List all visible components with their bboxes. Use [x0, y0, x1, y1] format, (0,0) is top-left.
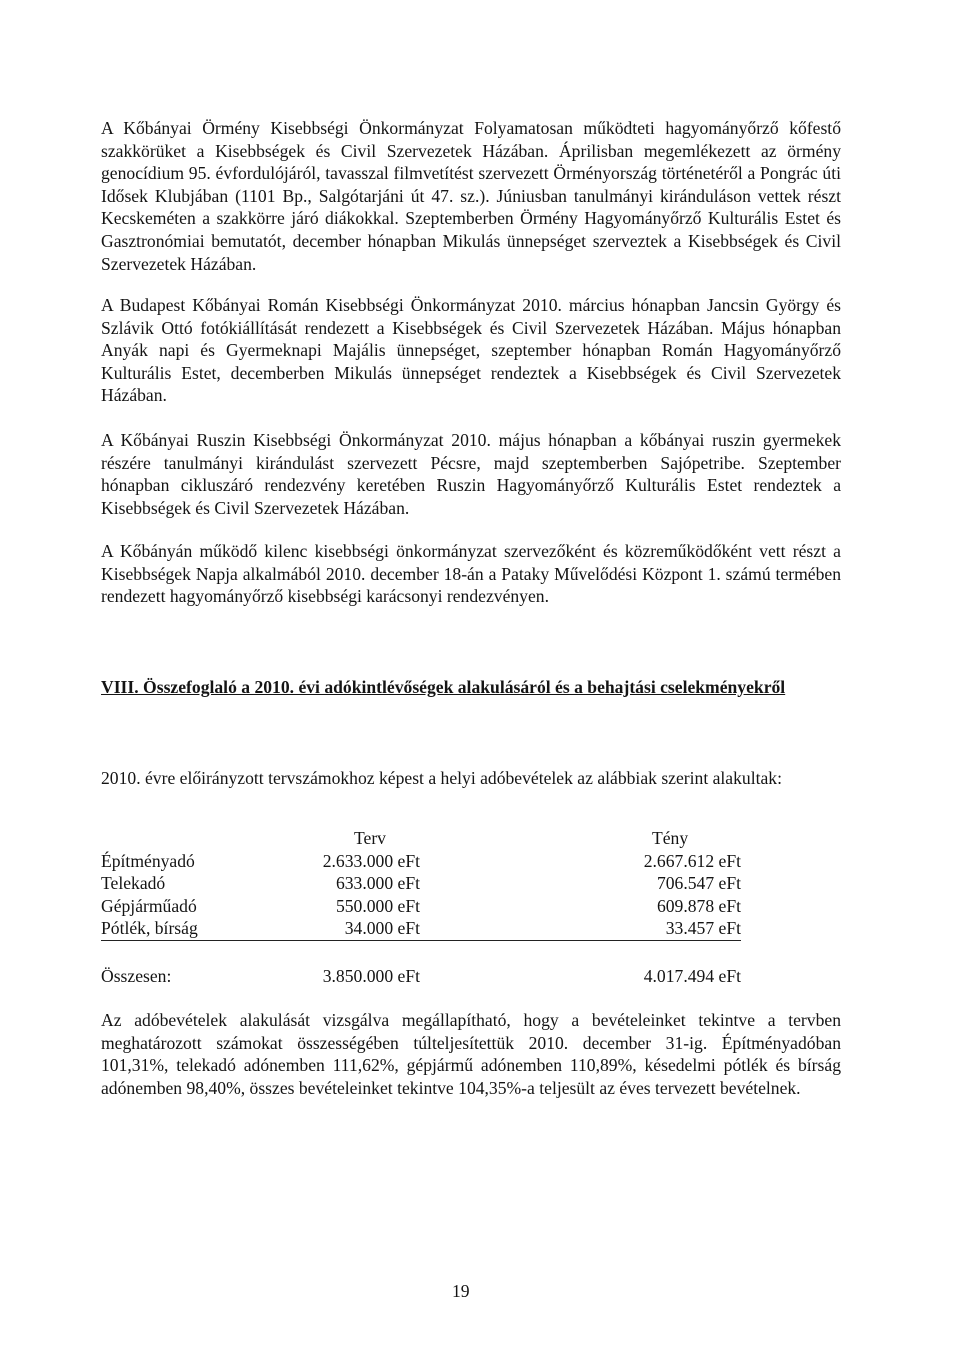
table-total-row	[101, 965, 741, 988]
paragraph-romanian-minority: A Budapest Kőbányai Román Kisebbségi Önkormányzat 2010. március hónapban Jancsin György és Szlávik Ottó fotókiállítását rendezett a Kisebbségek és Civil Szervezetek Házában. Május hónapban Anyák napi és Gyermeknapi Majális ünnepséget, szeptember hónapban Román Hagyományőrző Kulturális Estet, decemberben Mikulás ünnepséget rendeztek a Kisebbségek és Civil Szervezetek Házában.	[101, 295, 841, 406]
paragraph-rusyn-minority: A Kőbányai Ruszin Kisebbségi Önkormányzat 2010. május hónapban a kőbányai ruszin gyermekek részére tanulmányi kirándulást szervezett Pécsre, majd szeptemberben Sajópetribe. Szeptember hónapban cikluszáró rendezvény keretében Ruszin Hagyományőrző Kulturális Estet rendeztek a Kisebbségek és Civil Szervezetek Házában.	[101, 430, 841, 518]
table-row	[101, 917, 741, 940]
table-header-row	[101, 827, 741, 850]
row-label: Pótlék, bírság	[101, 918, 198, 939]
total-terv-value: 3.850.000 eFt	[322, 966, 420, 986]
tax-revenue-table	[101, 827, 741, 986]
row-terv-value: 34.000 eFt	[344, 918, 420, 939]
table-row	[101, 850, 741, 873]
paragraph-minorities-day: A Kőbányán működő kilenc kisebbségi önkormányzat szervezőként és közreműködőként vett részt a Kisebbségek Napja alkalmából 2010. december 18-án a Pataky Művelődési Központ 1. számú termében rendezett hagyományőrző kisebbségi karácsonyi rendezvényen.	[101, 541, 841, 607]
table-total-divider	[101, 940, 741, 941]
row-terv-value: 2.633.000 eFt	[322, 850, 420, 871]
column-header-terv: Terv	[354, 828, 386, 848]
page-number: 19	[452, 1281, 470, 1301]
paragraph-tax-intro: 2010. évre előirányzott tervszámokhoz képest a helyi adóbevételek az alábbiak szerint alakultak:	[101, 768, 782, 788]
table-row	[101, 872, 741, 895]
total-teny-value: 4.017.494 eFt	[643, 966, 741, 986]
total-label: Összesen:	[101, 966, 172, 986]
row-terv-value: 633.000 eFt	[335, 873, 420, 894]
table-row	[101, 895, 741, 918]
row-teny-value: 2.667.612 eFt	[643, 850, 741, 871]
row-teny-value: 33.457 eFt	[665, 918, 741, 939]
section-heading: VIII. Összefoglaló a 2010. évi adókintlévőségek alakulásáról és a behajtási cselekményekről	[101, 677, 786, 697]
row-label: Telekadó	[101, 873, 166, 894]
row-terv-value: 550.000 eFt	[335, 895, 420, 916]
paragraph-armenian-minority: A Kőbányai Örmény Kisebbségi Önkormányzat Folyamatosan működteti hagyományőrző kőfestő szakkörüket a Kisebbségek és Civil Szervezetek Házában. Áprilisban megemlékezett az örmény genocídium 95. évfordulójáról, tavasszal filmvetítést szervezett Örményország történetéről a Pongrác úti Idősek Klubjában (1101 Bp., Salgótarjáni út 47. sz.). Júniusban tanulmányi kiránduláson vettek részt Kecskeméten a szakkörre járó diákokkal. Szeptemberben Örmény Hagyományőrző Kulturális Estet és Gasztronómiai bemutatót, december hónapban Mikulás ünnepséget szerveztek a Kisebbségek és Civil Szervezetek Házában.	[101, 118, 841, 274]
row-label: Gépjárműadó	[101, 895, 197, 916]
row-label: Építményadó	[101, 850, 195, 871]
row-teny-value: 609.878 eFt	[656, 895, 741, 916]
row-teny-value: 706.547 eFt	[656, 873, 741, 894]
paragraph-tax-analysis: Az adóbevételek alakulását vizsgálva megállapítható, hogy a bevételeinket tekintve a tervben meghatározott számokat összességében túlteljesítettük 2010. december 31-ig. Építményadóban 101,31%, telekadó adónemben 111,62%, gépjármű adónemben 110,89%, késedelmi pótlék és bírság adónemben 98,40%, összes bevételeinket tekintve 104,35%-a teljesült az éves tervezett bevételnek.	[101, 1010, 841, 1098]
column-header-teny: Tény	[652, 828, 689, 848]
